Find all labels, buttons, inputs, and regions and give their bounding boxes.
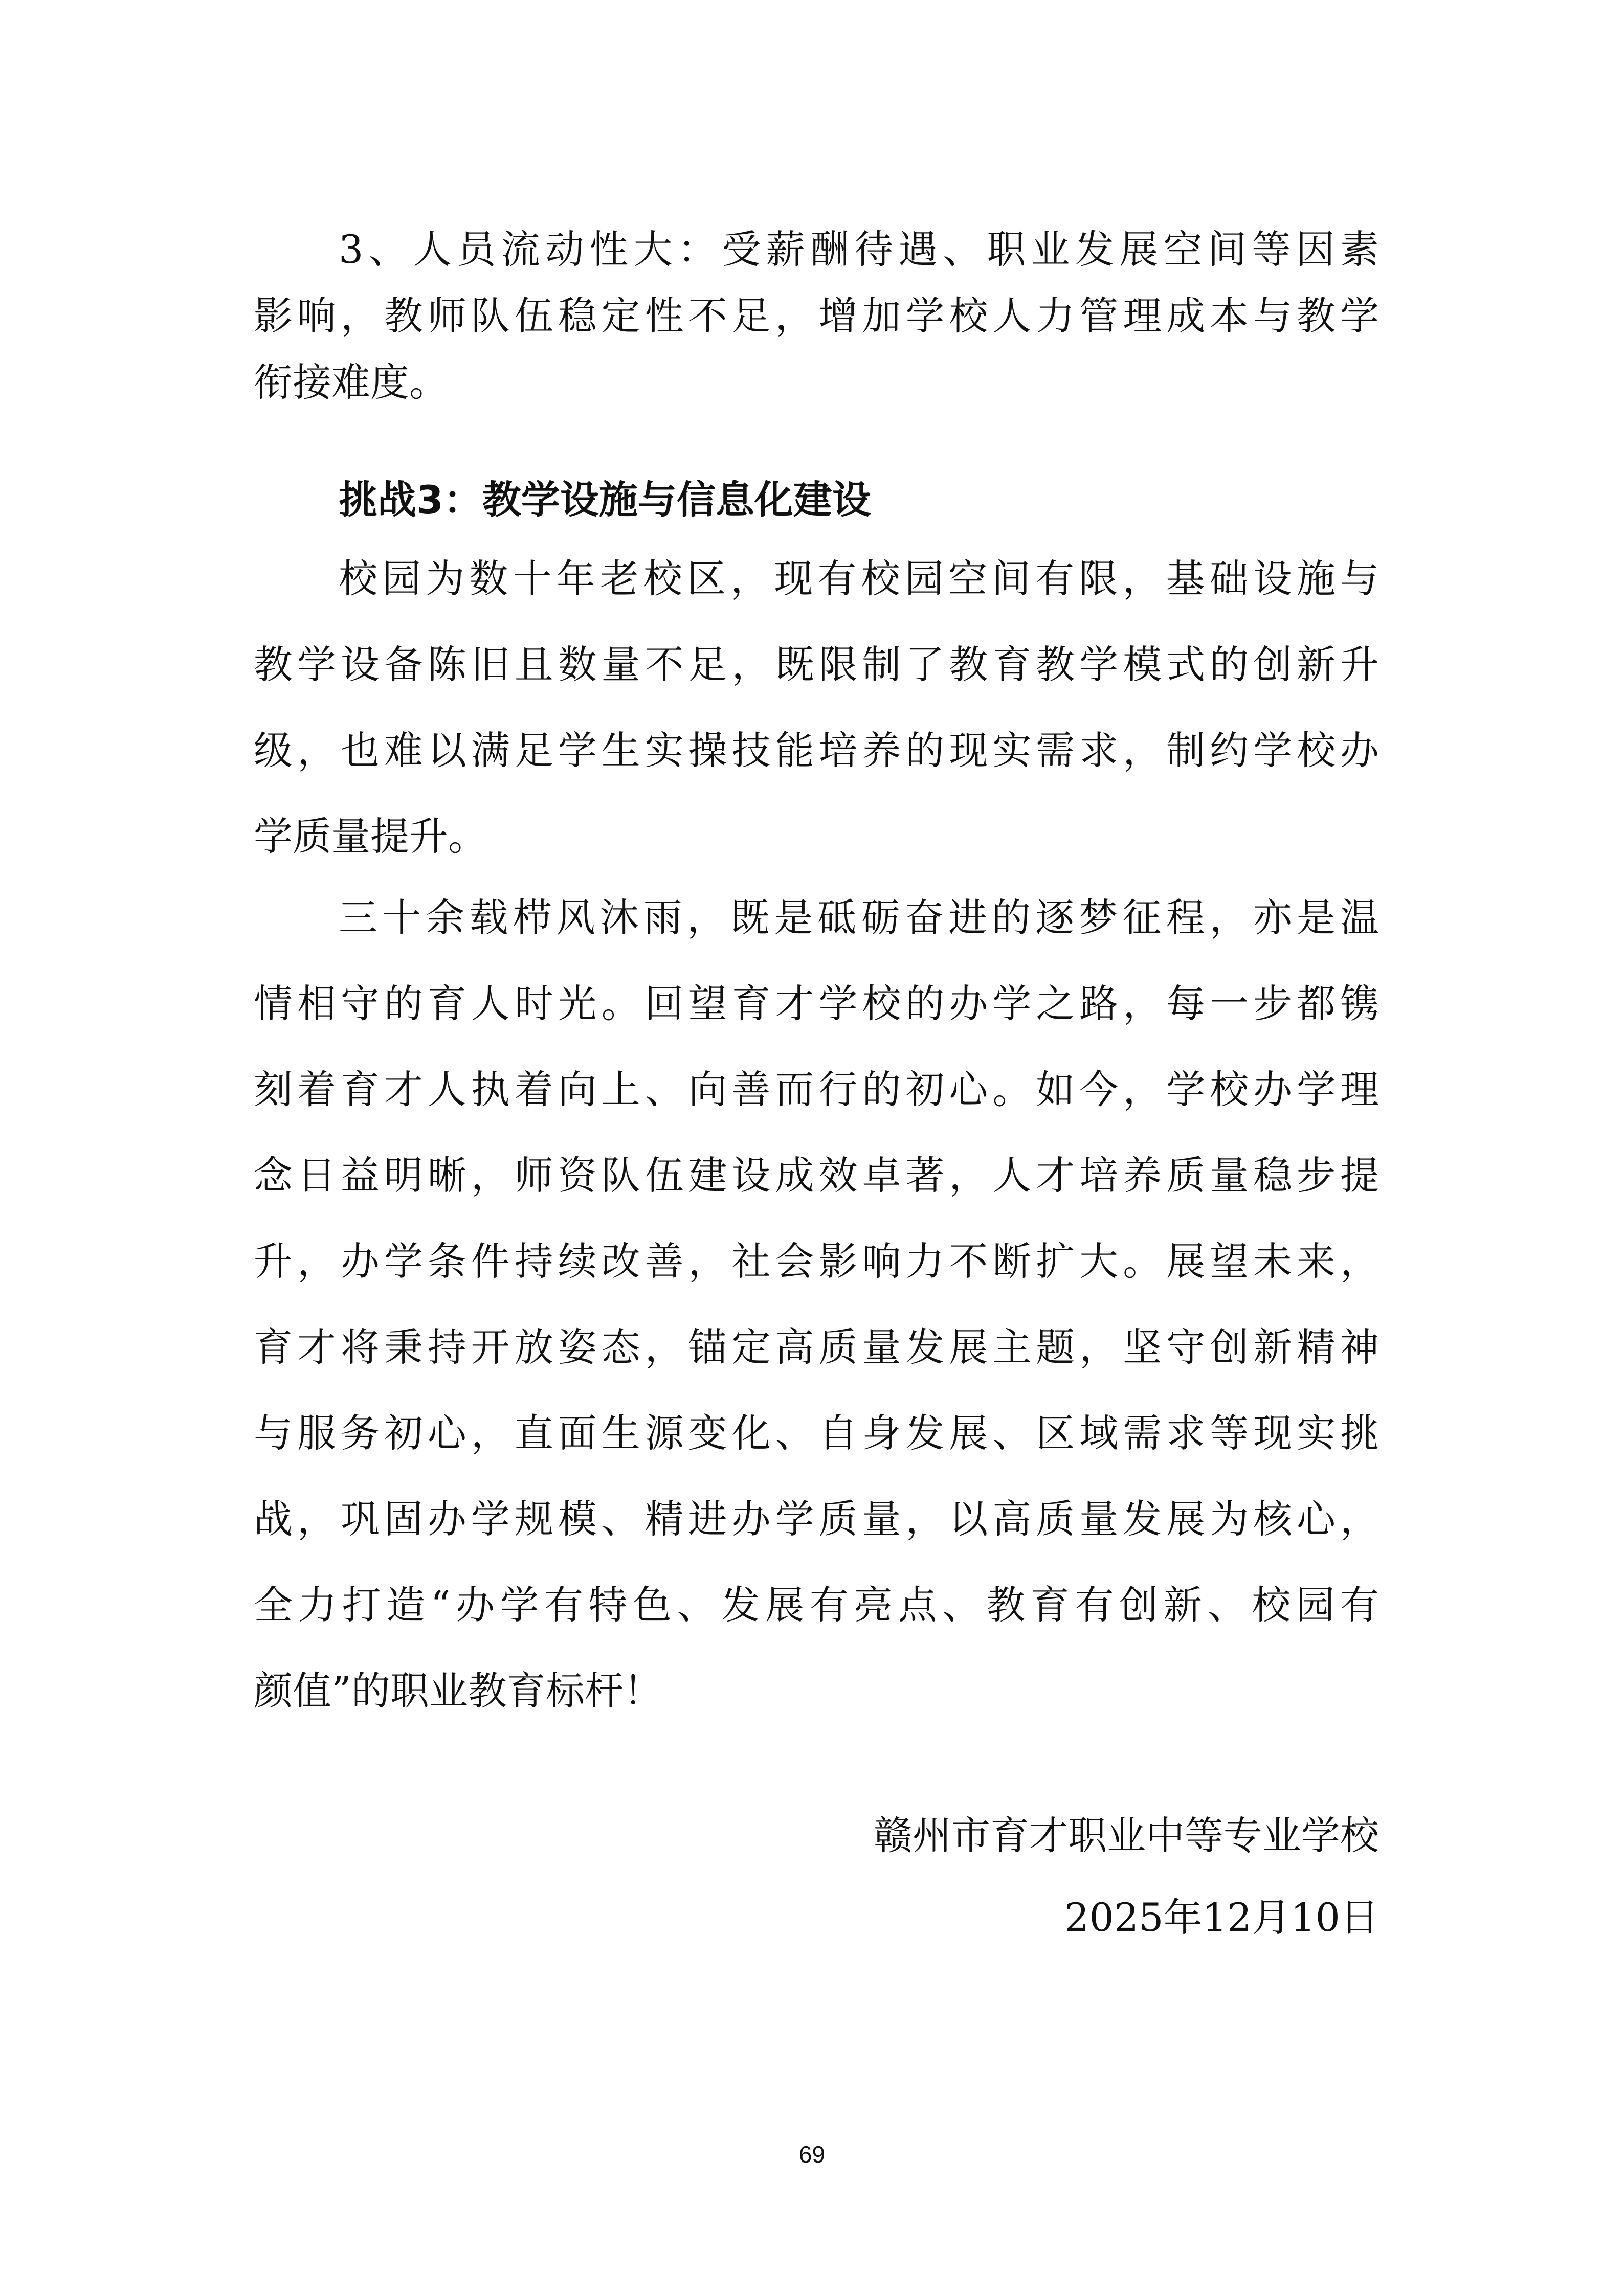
signature-organization: 赣州市育才职业中等专业学校 (874, 1813, 1379, 1858)
section-heading: 挑战3：教学设施与信息化建设 (339, 477, 871, 523)
paragraph-3-line-1: 三十余载栉风沐雨，既是砥砺奋进的逐梦征程，亦是温 (339, 895, 1379, 940)
paragraph-3-line-6: 育才将秉持开放姿态，锚定高质量发展主题，坚守创新精神 (254, 1324, 1379, 1370)
paragraph-2-line-2: 教学设备陈旧且数量不足，既限制了教育教学模式的创新升 (254, 642, 1379, 687)
paragraph-3-line-5: 升，办学条件持续改善，社会影响力不断扩大。展望未来， (254, 1239, 1379, 1284)
paragraph-3-line-9: 全力打造“办学有特色、发展有亮点、教育有创新、校园有 (254, 1582, 1379, 1628)
paragraph-2-line-1: 校园为数十年老校区，现有校园空间有限，基础设施与 (339, 556, 1379, 601)
paragraph-3-line-3: 刻着育才人执着向上、向善而行的初心。如今，学校办学理 (254, 1067, 1379, 1112)
paragraph-1-line-2: 影响，教师队伍稳定性不足，增加学校人力管理成本与教学 (254, 293, 1379, 339)
signature-date: 2025年12月10日 (1064, 1895, 1379, 1940)
page-number: 69 (798, 2141, 826, 2168)
paragraph-3-line-8: 战，巩固办学规模、精进办学质量，以高质量发展为核心， (254, 1496, 1379, 1542)
paragraph-1-line-1: 3、人员流动性大：受薪酬待遇、职业发展空间等因素 (339, 227, 1379, 272)
paragraph-3-line-7: 与服务初心，直面生源变化、自身发展、区域需求等现实挑 (254, 1410, 1379, 1456)
paragraph-3-line-2: 情相守的育人时光。回望育才学校的办学之路，每一步都镌 (254, 981, 1379, 1026)
paragraph-2-line-4: 学质量提升。 (254, 814, 487, 859)
paragraph-2-line-3: 级，也难以满足学生实操技能培养的现实需求，制约学校办 (254, 728, 1379, 773)
paragraph-1-line-3: 衔接难度。 (254, 359, 448, 405)
paragraph-3-line-10: 颜值”的职业教育标杆！ (254, 1668, 662, 1714)
paragraph-3-line-4: 念日益明晰，师资队伍建设成效卓著，人才培养质量稳步提 (254, 1153, 1379, 1198)
